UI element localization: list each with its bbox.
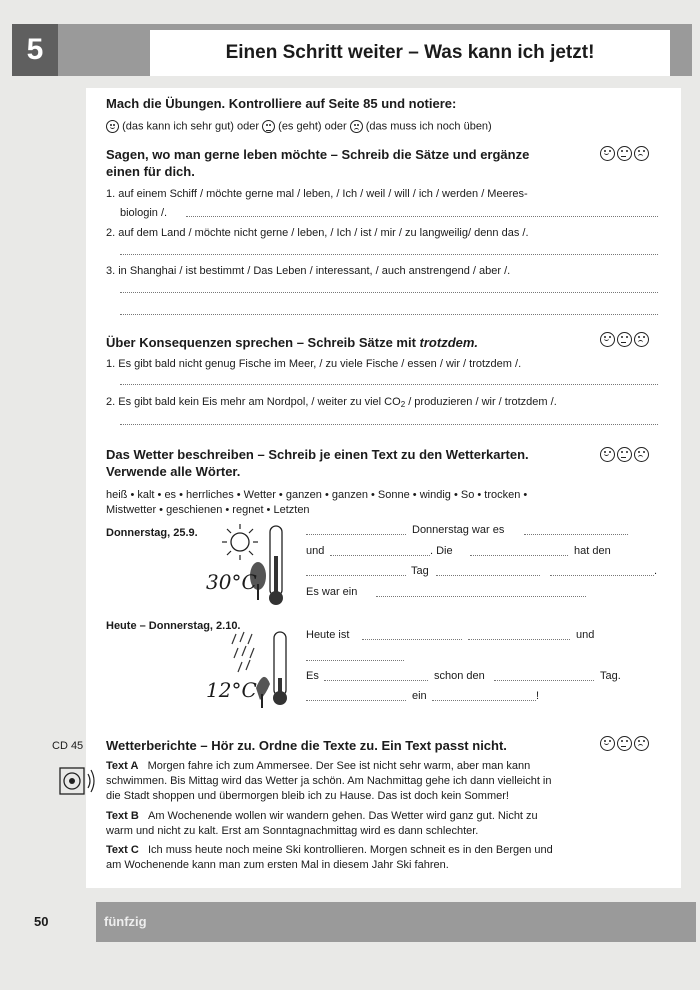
- section3-self-check[interactable]: [598, 446, 649, 464]
- intro-heading: Mach die Übungen. Kontrolliere auf Seite 85 und notiere:: [106, 96, 457, 111]
- neutral-face-icon: [262, 120, 275, 133]
- textB-line: Am Wochenende wollen wir wandern gehen. Das Wetter wird ganz gut. Nicht zu: [147, 810, 538, 822]
- card2-text: schon den: [434, 670, 485, 682]
- sun-thermometer-icon: [206, 520, 298, 612]
- answer-line[interactable]: [306, 700, 406, 701]
- card2-text: ein: [412, 690, 427, 702]
- textB-line: warm und nicht zu kalt. Erst am Sonntagnachmittag wird es dann schlechter.: [106, 825, 479, 837]
- section1-heading-line1: Sagen, wo man gerne leben möchte – Schreib die Sätze und ergänze: [106, 147, 530, 162]
- answer-line[interactable]: [186, 216, 658, 217]
- textA-label: Text A: [106, 760, 139, 772]
- answer-line[interactable]: [306, 534, 406, 535]
- section1-item2: 2. auf dem Land / möchte nicht gerne / leben, / Ich / ist / mir / zu langweilig/ denn das /.: [106, 227, 529, 239]
- sad-face-icon[interactable]: [634, 447, 649, 462]
- textC-label: Text C: [106, 844, 139, 856]
- neutral-face-icon[interactable]: [617, 332, 632, 347]
- happy-face-icon[interactable]: [600, 736, 615, 751]
- section2-heading: [106, 334, 478, 351]
- worksheet: [86, 88, 681, 888]
- card1-text: Donnerstag war es: [412, 524, 505, 536]
- card1-label: Donnerstag, 25.9.: [106, 527, 198, 539]
- card2-label: Heute – Donnerstag, 2.10.: [106, 620, 241, 632]
- answer-line[interactable]: [120, 292, 658, 293]
- neutral-face-icon[interactable]: [617, 146, 632, 161]
- answer-line[interactable]: [306, 660, 404, 661]
- answer-line[interactable]: [376, 596, 586, 597]
- section1-self-check[interactable]: [598, 145, 649, 163]
- answer-line[interactable]: [436, 575, 540, 576]
- answer-line[interactable]: [120, 424, 658, 425]
- section2-heading-text: Über Konsequenzen sprechen – Schreib Sätze mit: [106, 335, 420, 350]
- section2-self-check[interactable]: [598, 331, 649, 349]
- section4-self-check[interactable]: [598, 735, 649, 753]
- answer-line[interactable]: [324, 680, 428, 681]
- section1-heading-line2: einen für dich.: [106, 164, 195, 179]
- card1-text: hat den: [574, 545, 611, 557]
- answer-line[interactable]: [524, 534, 628, 535]
- section3-heading-line2: Verwende alle Wörter.: [106, 464, 241, 479]
- card1-text: Es war ein: [306, 586, 358, 598]
- textC: [106, 844, 553, 872]
- section1-heading: [106, 146, 529, 180]
- sad-face-icon[interactable]: [634, 736, 649, 751]
- speaker-icon: [58, 764, 98, 800]
- textB-label: Text B: [106, 810, 139, 822]
- page-title: Einen Schritt weiter – Was kann ich jetzt!: [150, 30, 670, 76]
- section2-item1: 1. Es gibt bald nicht genug Fische im Meer, / zu viele Fische / essen / wir / trotzdem /.: [106, 358, 522, 370]
- card2-text: Heute ist: [306, 629, 350, 641]
- neutral-face-icon[interactable]: [617, 736, 632, 751]
- legend-sad-text: (das muss ich noch üben): [365, 120, 492, 133]
- card2-text: Es: [306, 670, 319, 682]
- footer-bar: [96, 902, 696, 942]
- subscript: 2: [400, 400, 406, 409]
- card1-text: .: [654, 565, 658, 577]
- intro-legend: [106, 120, 492, 133]
- card2-text: Tag.: [600, 670, 621, 682]
- sad-face-icon[interactable]: [634, 332, 649, 347]
- neutral-face-icon[interactable]: [617, 447, 632, 462]
- answer-line[interactable]: [470, 555, 568, 556]
- page-word: fünfzig: [104, 914, 147, 929]
- answer-line[interactable]: [330, 555, 430, 556]
- answer-line[interactable]: [550, 575, 654, 576]
- sad-face-icon[interactable]: [634, 146, 649, 161]
- section4-heading: Wetterberichte – Hör zu. Ordne die Texte zu. Ein Text passt nicht.: [106, 738, 507, 753]
- card1-text: Tag: [411, 565, 429, 577]
- legend-neutral-text: (es geht) oder: [278, 120, 347, 133]
- textA-line: schwimmen. Bis Mittag wird das Wetter ja schön. Am Nachmittag gehe ich dann vielleicht in: [106, 775, 552, 787]
- card2-text: und: [576, 629, 595, 641]
- section2-heading-keyword: trotzdem.: [419, 335, 479, 350]
- section2-item2: [106, 396, 557, 411]
- card1-temperature: 30°C: [206, 570, 257, 594]
- section2-item2-text: 2. Es gibt bald kein Eis mehr am Nordpol, / weiter zu viel CO: [106, 396, 401, 408]
- section1-item1-cont: biologin /.: [120, 207, 168, 219]
- textC-line: am Wochenende kann man zum ersten Mal in diesem Jahr Ski fahren.: [106, 859, 449, 871]
- textA-line: die Stadt shoppen und übermorgen bleib ich zu Hause. Das ist doch kein Sommer!: [106, 790, 509, 802]
- answer-line[interactable]: [120, 314, 658, 315]
- textC-line: Ich muss heute noch meine Ski kontrollieren. Morgen schneit es in den Bergen und: [147, 844, 553, 856]
- card1-text: und: [306, 545, 325, 557]
- section2-item2-text-end: / produzieren / wir / trotzdem /.: [405, 396, 557, 408]
- answer-line[interactable]: [432, 700, 536, 701]
- happy-face-icon[interactable]: [600, 447, 615, 462]
- happy-face-icon[interactable]: [600, 146, 615, 161]
- card1-text: . Die: [430, 545, 453, 557]
- textA-line: Morgen fahre ich zum Ammersee. Der See ist nicht sehr warm, aber man kann: [147, 760, 531, 772]
- section1-item3: 3. in Shanghai / ist bestimmt / Das Leben / interessant, / auch anstrengend / aber /.: [106, 265, 511, 277]
- page-number: 50: [34, 914, 49, 929]
- word-bank-line1: heiß • kalt • es • herrliches • Wetter • ganzen • ganzen • Sonne • windig • So • trocken •: [106, 489, 528, 501]
- answer-line[interactable]: [362, 639, 462, 640]
- section1-item1: 1. auf einem Schiff / möchte gerne mal / leben, / Ich / weil / will / ich / werden / Meeres-: [106, 188, 528, 200]
- chapter-number: 5: [12, 24, 58, 76]
- card2-text: !: [536, 690, 540, 702]
- answer-line[interactable]: [120, 384, 658, 385]
- card2-temperature: 12°C: [206, 678, 257, 702]
- section3-heading: [106, 446, 529, 480]
- legend-happy-text: (das kann ich sehr gut) oder: [122, 120, 260, 133]
- textB: [106, 810, 538, 838]
- happy-face-icon: [106, 120, 119, 133]
- answer-line[interactable]: [468, 639, 570, 640]
- textA: [106, 760, 552, 803]
- answer-line[interactable]: [494, 680, 594, 681]
- cd-track-label: CD 45: [52, 740, 84, 752]
- section3-heading-line1: Das Wetter beschreiben – Schreib je einen Text zu den Wetterkarten.: [106, 447, 529, 462]
- happy-face-icon[interactable]: [600, 332, 615, 347]
- answer-line[interactable]: [120, 254, 658, 255]
- word-bank-line2: Mistwetter • geschienen • regnet • Letzten: [106, 504, 310, 516]
- answer-line[interactable]: [306, 575, 406, 576]
- sad-face-icon: [350, 120, 363, 133]
